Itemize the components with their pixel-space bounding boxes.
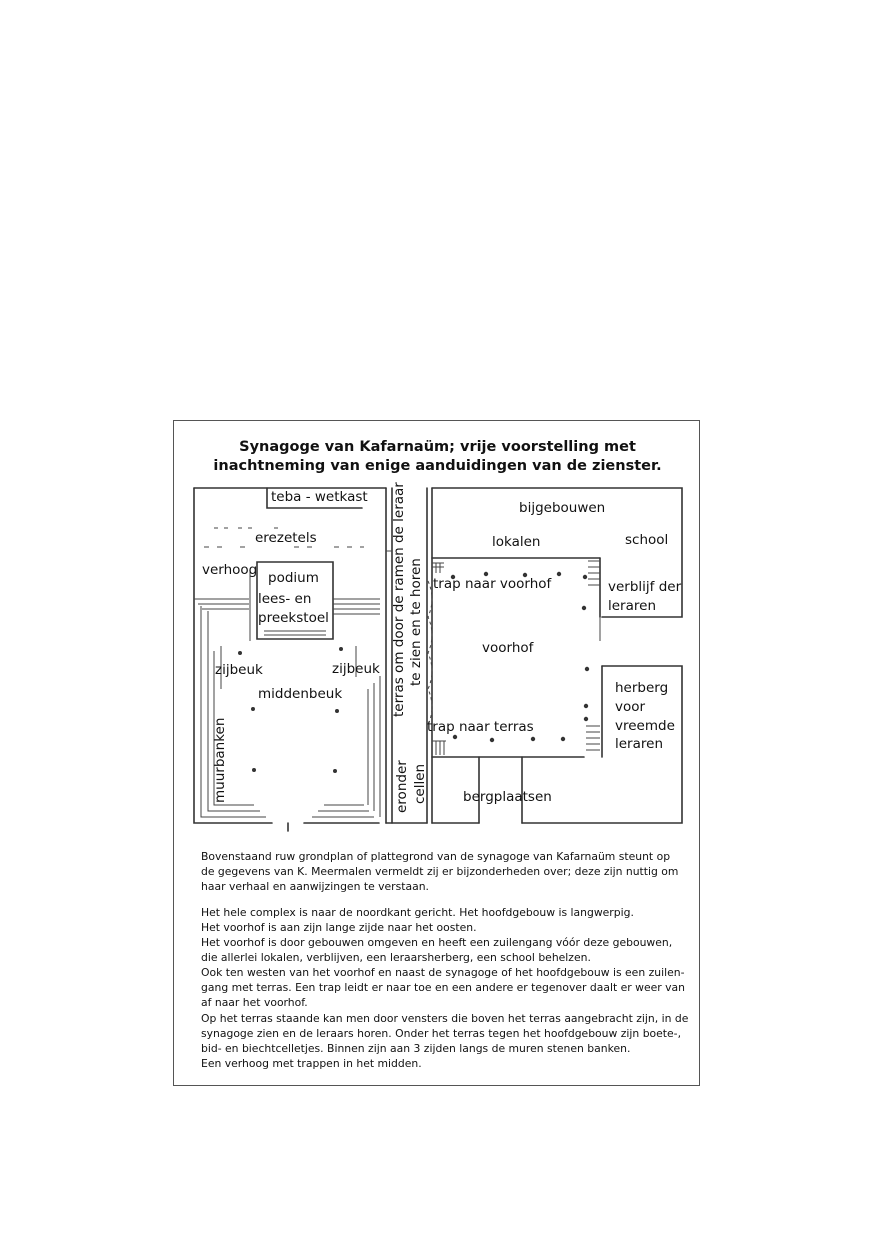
label-eronder: eronder — [394, 760, 410, 813]
label-middenbeuk: middenbeuk — [258, 686, 343, 702]
text-line: die allerlei lokalen, verblijven, een leraarsherberg, een school behelzen. — [201, 951, 591, 964]
label-herberg-1: herberg — [615, 680, 669, 696]
paragraph-layout — [201, 905, 685, 1010]
floor-plan-diagram — [174, 421, 701, 841]
text-line: haar verhaal en aanwijzingen te verstaan. — [201, 880, 429, 893]
text-line: bid- en biechtcelletjes. Binnen zijn aan 3 zijden langs de muren stenen banken. — [201, 1042, 631, 1055]
title-line-2: inachtneming van enige aanduidingen van de zienster. — [213, 458, 662, 474]
label-teba: teba - wetkast — [271, 489, 368, 505]
text-line: de gegevens van K. Meermalen vermeldt zij er bijzonderheden over; deze zijn nuttig om — [201, 865, 679, 878]
text-line: Het hele complex is naar de noordkant gericht. Het hoofdgebouw is langwerpig. — [201, 906, 634, 919]
label-preekstoel: preekstoel — [258, 610, 329, 626]
label-lokalen: lokalen — [492, 534, 541, 550]
label-school: school — [625, 532, 669, 548]
floor-plan-card — [173, 420, 700, 1086]
text-line: Bovenstaand ruw grondplan of plattegrond van de synagoge van Kafarnaüm steunt op — [201, 850, 671, 863]
label-zijbeuk-right: zijbeuk — [332, 661, 380, 677]
paragraph-terras — [201, 1011, 689, 1071]
label-terras-vertical-2: te zien en te horen — [408, 558, 424, 686]
label-voorhof: voorhof — [482, 640, 534, 656]
label-trap-voorhof: trap naar voorhof — [433, 576, 552, 592]
label-herberg-3: vreemde — [615, 718, 675, 734]
label-podium: podium — [268, 570, 319, 586]
label-verhoog: verhoog — [202, 562, 258, 578]
paragraph-intro — [201, 849, 681, 894]
text-line: gang met terras. Een trap leidt er naar toe en een andere er tegenover daalt er weer van — [201, 981, 685, 994]
text-line: af naar het voorhof. — [201, 996, 308, 1009]
text-line: synagoge zien en de leraars horen. Onder het terras tegen het hoofdgebouw zijn boete-, — [201, 1027, 682, 1040]
label-herberg-4: leraren — [615, 736, 663, 752]
text-line: Ook ten westen van het voorhof en naast de synagoge of het hoofdgebouw is een zuilen- — [201, 966, 685, 979]
label-lees-en: lees- en — [258, 591, 312, 607]
label-trap-terras: trap naar terras — [427, 719, 534, 735]
label-terras-vertical-1: terras om door de ramen de leraar — [391, 482, 407, 717]
text-line: Een verhoog met trappen in het midden. — [201, 1057, 422, 1070]
label-bijgebouwen: bijgebouwen — [519, 500, 606, 516]
label-verblijf-2: leraren — [608, 598, 656, 614]
text-line: Het voorhof is aan zijn lange zijde naar het oosten. — [201, 921, 477, 934]
label-herberg-2: voor — [615, 699, 646, 715]
label-muurbanken: muurbanken — [212, 717, 228, 803]
label-bergplaatsen: bergplaatsen — [463, 789, 552, 805]
label-cellen: cellen — [412, 763, 428, 804]
label-zijbeuk-left: zijbeuk — [215, 662, 263, 678]
title-line-1: Synagoge van Kafarnaüm; vrije voorstelling met — [239, 439, 636, 455]
text-line: Het voorhof is door gebouwen omgeven en heeft een zuilengang vóór deze gebouwen, — [201, 936, 673, 949]
label-verblijf-1: verblijf der — [608, 579, 682, 595]
label-erezetels: erezetels — [255, 530, 317, 546]
text-line: Op het terras staande kan men door vensters die boven het terras aangebracht zijn, in de — [201, 1012, 689, 1025]
